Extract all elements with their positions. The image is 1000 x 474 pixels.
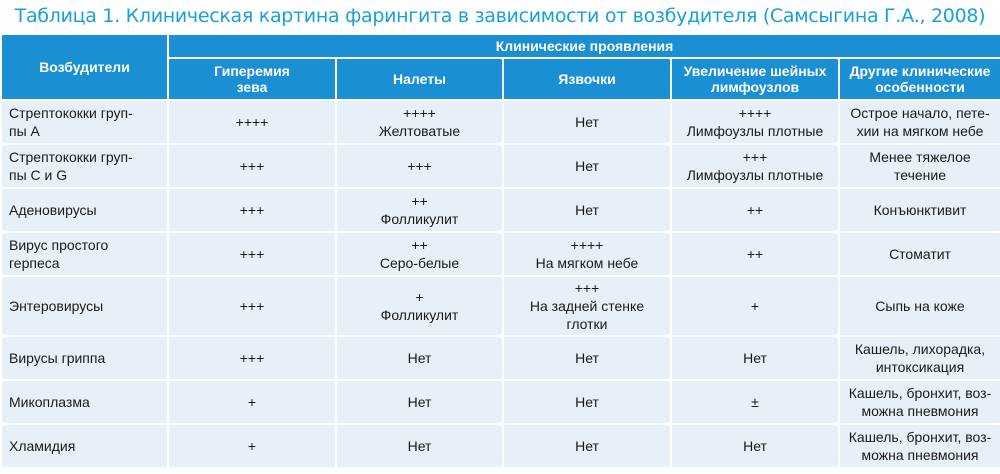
cell-lymph-nodes xyxy=(672,189,838,231)
cell-pathogen-text: Стрептококки груп- xyxy=(9,105,133,121)
cell-ulcers-text: глотки xyxy=(566,316,608,332)
table-row xyxy=(2,233,1000,275)
cell-lymph-nodes-text: + xyxy=(750,298,760,314)
cell-lymph-nodes-text: +++ xyxy=(742,149,768,165)
cell-other-features-text: Кашель, бронхит, воз- xyxy=(848,385,992,401)
cell-other-features xyxy=(840,233,1000,275)
header-lymph-nodes-line2: лимфоузлов xyxy=(710,79,800,95)
cell-other-features-text: течение xyxy=(894,167,947,183)
cell-other-features-text: можна пневмония xyxy=(861,403,979,419)
cell-ulcers xyxy=(504,101,670,143)
cell-plaques-text: Нет xyxy=(407,350,432,366)
cell-hyperemia-text: +++ xyxy=(239,350,265,366)
cell-plaques-text: Желтоватые xyxy=(378,123,461,139)
table-body xyxy=(2,101,1000,467)
table-row xyxy=(2,277,1000,335)
cell-pathogen-text: пы С и G xyxy=(9,167,68,183)
cell-ulcers-text: На задней стенке xyxy=(529,298,645,314)
cell-plaques-text: ++++ xyxy=(403,105,436,121)
cell-plaques xyxy=(337,381,502,423)
cell-other-features-text: Острое начало, пете- xyxy=(850,105,990,121)
cell-plaques-text: Фолликулит xyxy=(380,211,459,227)
cell-lymph-nodes xyxy=(672,145,838,187)
cell-lymph-nodes xyxy=(672,101,838,143)
cell-plaques-text: ++ xyxy=(411,193,428,209)
table-row xyxy=(2,145,1000,187)
table-row xyxy=(2,101,1000,143)
cell-ulcers-text: Нет xyxy=(575,394,599,410)
cell-hyperemia xyxy=(169,233,335,275)
cell-ulcers-text: Нет xyxy=(575,158,599,174)
cell-other-features-text: Кашель, бронхит, воз- xyxy=(848,429,992,445)
table-row xyxy=(2,381,1000,423)
cell-other-features-text: Кашель, лихорадка, xyxy=(854,341,986,357)
cell-plaques-text: +++ xyxy=(407,158,432,174)
cell-other-features xyxy=(840,277,1000,335)
cell-pathogen xyxy=(2,337,167,379)
cell-pathogen xyxy=(2,189,167,231)
cell-hyperemia xyxy=(169,101,335,143)
cell-ulcers-text: На мягком небе xyxy=(535,255,639,271)
cell-lymph-nodes-text: ++ xyxy=(746,202,764,218)
cell-hyperemia-text: +++ xyxy=(239,202,265,218)
header-other-features-line1: Другие клинические xyxy=(849,63,991,79)
pharyngitis-table xyxy=(0,33,1000,469)
cell-lymph-nodes-text: ++++ xyxy=(738,105,772,121)
cell-pathogen xyxy=(2,381,167,423)
cell-plaques xyxy=(337,145,502,187)
cell-pathogen xyxy=(2,425,167,467)
cell-other-features xyxy=(840,337,1000,379)
cell-other-features-text: Менее тяжелое xyxy=(869,149,971,165)
table-row xyxy=(2,189,1000,231)
header-other-features-line2: особенности xyxy=(875,79,965,95)
header-ulcers xyxy=(504,59,670,99)
cell-hyperemia-text: +++ xyxy=(239,158,265,174)
cell-plaques xyxy=(337,277,502,335)
cell-lymph-nodes-text: ± xyxy=(751,394,759,410)
table-row xyxy=(2,337,1000,379)
header-clinical-manifestations: Клинические проявления xyxy=(169,35,1000,57)
header-lymph-nodes xyxy=(672,59,838,99)
cell-plaques-text: ++ xyxy=(411,237,428,253)
cell-pathogen-text: Энтеровирусы xyxy=(9,298,104,314)
cell-plaques xyxy=(337,425,502,467)
cell-pathogen xyxy=(2,145,167,187)
cell-pathogen xyxy=(2,233,167,275)
table-row xyxy=(2,425,1000,467)
cell-other-features-text: Конъюнктивит xyxy=(873,202,967,218)
cell-pathogen-text: пы А xyxy=(9,123,40,139)
cell-pathogen-text: Аденовирусы xyxy=(9,202,97,218)
cell-plaques-text: Нет xyxy=(407,438,432,454)
cell-ulcers xyxy=(504,425,670,467)
cell-other-features-text: хии на мягком небе xyxy=(856,123,984,139)
cell-lymph-nodes-text: Лимфоузлы плотные xyxy=(686,167,824,183)
cell-plaques-text: + xyxy=(415,289,424,305)
cell-pathogen xyxy=(2,101,167,143)
cell-ulcers-text: +++ xyxy=(574,280,600,296)
table-title: Таблица 1. Клиническая картина фарингита в зависимости от возбудителя (Самсыгина Г.А., 2008) xyxy=(14,5,986,27)
cell-plaques-text: Фолликулит xyxy=(380,307,459,323)
cell-hyperemia-text: + xyxy=(247,438,257,454)
cell-ulcers-text: Нет xyxy=(575,202,599,218)
cell-hyperemia-text: + xyxy=(247,394,257,410)
cell-ulcers xyxy=(504,233,670,275)
cell-pathogen-text: Вирус простого xyxy=(9,237,109,253)
header-plaques xyxy=(337,59,502,99)
cell-other-features xyxy=(840,101,1000,143)
header-ulcers-label: Язвочки xyxy=(558,71,616,87)
cell-hyperemia xyxy=(169,189,335,231)
cell-lymph-nodes xyxy=(672,233,838,275)
cell-ulcers xyxy=(504,337,670,379)
cell-other-features xyxy=(840,425,1000,467)
cell-hyperemia xyxy=(169,277,335,335)
cell-ulcers-text: Нет xyxy=(575,350,599,366)
cell-ulcers xyxy=(504,145,670,187)
header-hyperemia xyxy=(169,59,335,99)
cell-other-features xyxy=(840,145,1000,187)
header-hyperemia-line2: зева xyxy=(236,79,268,95)
cell-pathogen-text: герпеса xyxy=(9,255,60,271)
cell-other-features xyxy=(840,189,1000,231)
cell-lymph-nodes-text: Нет xyxy=(743,438,767,454)
cell-lymph-nodes-text: ++ xyxy=(746,246,764,262)
header-pathogen: Возбудители xyxy=(2,35,167,99)
cell-lymph-nodes xyxy=(672,337,838,379)
cell-other-features xyxy=(840,381,1000,423)
cell-plaques xyxy=(337,189,502,231)
cell-hyperemia xyxy=(169,425,335,467)
cell-hyperemia xyxy=(169,145,335,187)
cell-pathogen-text: Вирусы гриппа xyxy=(9,350,106,366)
header-lymph-nodes-line1: Увеличение шейных xyxy=(683,63,827,79)
cell-other-features-text: Сыпь на коже xyxy=(875,298,965,314)
cell-hyperemia-text: +++ xyxy=(239,246,265,262)
header-hyperemia-line1: Гиперемия xyxy=(214,63,290,79)
cell-pathogen-text: Стрептококки груп- xyxy=(9,149,133,165)
cell-plaques-text: Серо-белые xyxy=(379,255,460,271)
cell-ulcers-text: Нет xyxy=(575,114,599,130)
cell-plaques-text: Нет xyxy=(407,394,432,410)
cell-hyperemia xyxy=(169,337,335,379)
cell-lymph-nodes xyxy=(672,277,838,335)
cell-lymph-nodes xyxy=(672,381,838,423)
cell-plaques xyxy=(337,233,502,275)
cell-other-features-text: интоксикация xyxy=(875,359,965,375)
cell-ulcers xyxy=(504,277,670,335)
cell-ulcers-text: ++++ xyxy=(570,237,604,253)
cell-ulcers xyxy=(504,381,670,423)
cell-hyperemia-text: ++++ xyxy=(235,114,269,130)
cell-ulcers xyxy=(504,189,670,231)
cell-lymph-nodes xyxy=(672,425,838,467)
cell-plaques xyxy=(337,101,502,143)
cell-other-features-text: Стоматит xyxy=(889,246,951,262)
cell-lymph-nodes-text: Лимфоузлы плотные xyxy=(686,123,824,139)
cell-pathogen-text: Хламидия xyxy=(9,438,76,454)
header-other-features xyxy=(840,59,1000,99)
cell-hyperemia-text: +++ xyxy=(239,298,265,314)
cell-pathogen xyxy=(2,277,167,335)
cell-other-features-text: можна пневмония xyxy=(861,447,979,463)
cell-pathogen-text: Микоплазма xyxy=(9,394,90,410)
header-plaques-label: Налеты xyxy=(392,71,447,87)
cell-lymph-nodes-text: Нет xyxy=(743,350,767,366)
cell-hyperemia xyxy=(169,381,335,423)
cell-ulcers-text: Нет xyxy=(575,438,599,454)
cell-plaques xyxy=(337,337,502,379)
